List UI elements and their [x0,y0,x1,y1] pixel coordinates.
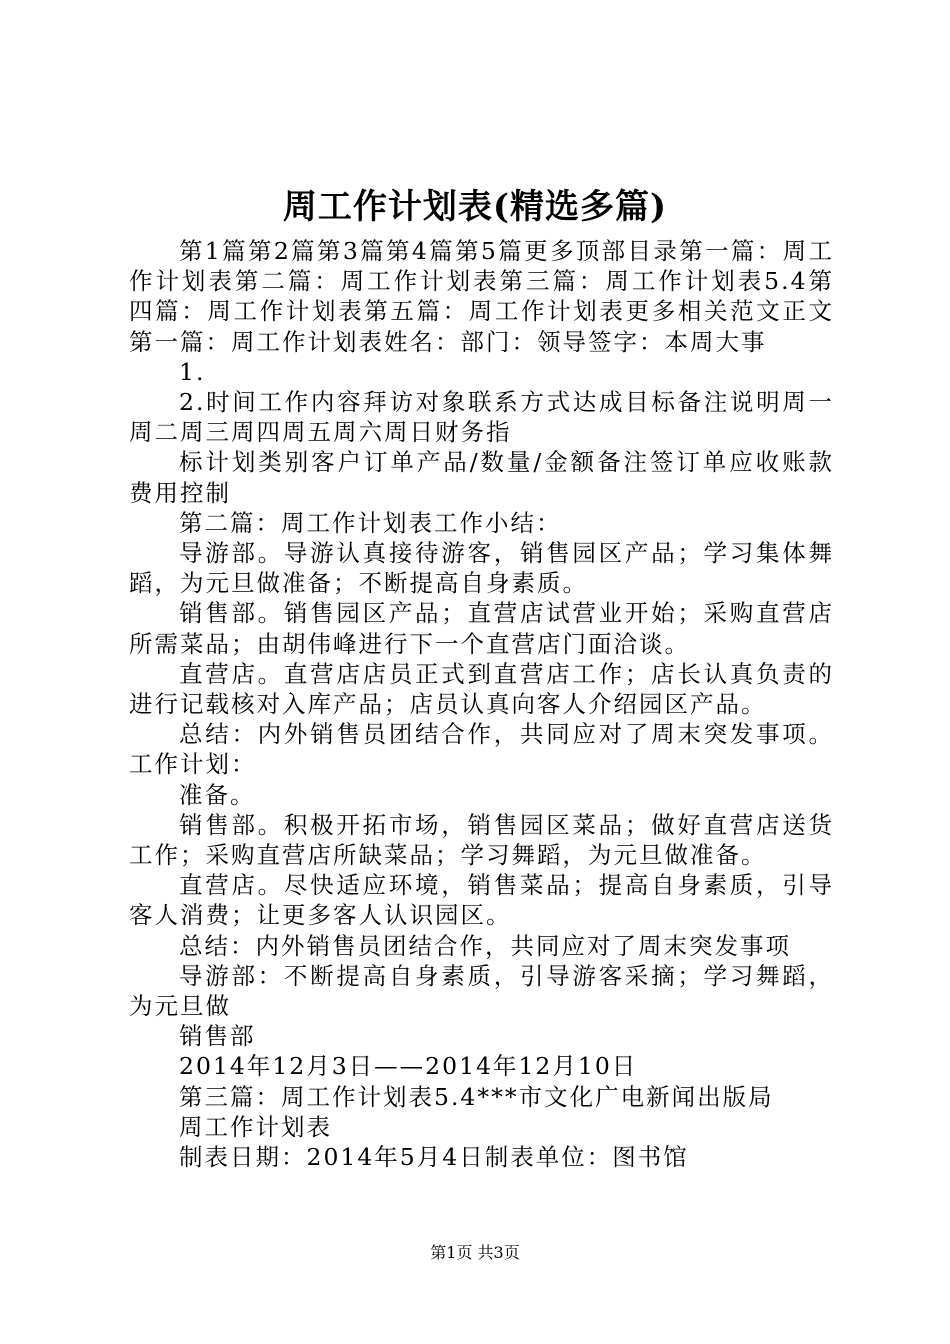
paragraph: 制表日期：2014年5月4日制表单位：图书馆 [179,1143,689,1172]
paragraph: 标计划类别客户订单产品/数量/金额备注签订单应收账款费用控制 [129,448,834,507]
paragraph: 销售部 [179,1022,256,1051]
paragraph: 第二篇：周工作计划表工作小结： [179,508,562,537]
paragraph: 总结：内外销售员团结合作，共同应对了周末突发事项。工作计划： [129,720,834,779]
paragraph: 2014年12月3日——2014年12月10日 [179,1052,638,1081]
paragraph: 导游部：不断提高自身素质，引导游客采摘；学习舞蹈，为元旦做 [129,961,834,1021]
paragraph: 总结：内外销售员团结合作，共同应对了周末突发事项 [179,931,791,960]
paragraph: 直营店。直营店店员正式到直营店工作；店长认真负责的进行记载核对入库产品；店员认真向客人介绍园区产品。 [129,659,834,719]
paragraph: 销售部。积极开拓市场，销售园区菜品；做好直营店送货工作；采购直营店所缺菜品；学习舞蹈，为元旦做准备。 [129,810,834,870]
document-body [129,236,834,1172]
paragraph: 周工作计划表 [179,1112,332,1141]
paragraph: 直营店。尽快适应环境，销售菜品；提高自身素质，引导客人消费；让更多客人认识园区。 [129,871,834,930]
document-title: 周工作计划表(精选多篇) [282,187,668,227]
paragraph: 导游部。导游认真接待游客，销售园区产品；学习集体舞蹈，为元旦做准备；不断提高自身素质。 [129,539,834,598]
paragraph: 销售部。销售园区产品；直营店试营业开始；采购直营店所需菜品；由胡伟峰进行下一个直营店门面洽谈。 [129,599,834,658]
paragraph: 2.时间工作内容拜访对象联系方式达成目标备注说明周一周二周三周四周五周六周日财务指 [129,388,834,447]
paragraph: 1. [179,357,206,386]
paragraph: 第三篇：周工作计划表5.4***市文化广电新闻出版局 [179,1082,774,1111]
page-footer: 第1页 共3页 [430,1243,520,1262]
paragraph: 第1篇第2篇第3篇第4篇第5篇更多顶部目录第一篇：周工作计划表第二篇：周工作计划表第三篇：周工作计划表5.4第四篇：周工作计划表第五篇：周工作计划表更多相关范文正文第一篇：周工作计划表姓名：部门：领导签字：本周大事 [129,237,834,356]
paragraph: 准备。 [179,780,256,809]
